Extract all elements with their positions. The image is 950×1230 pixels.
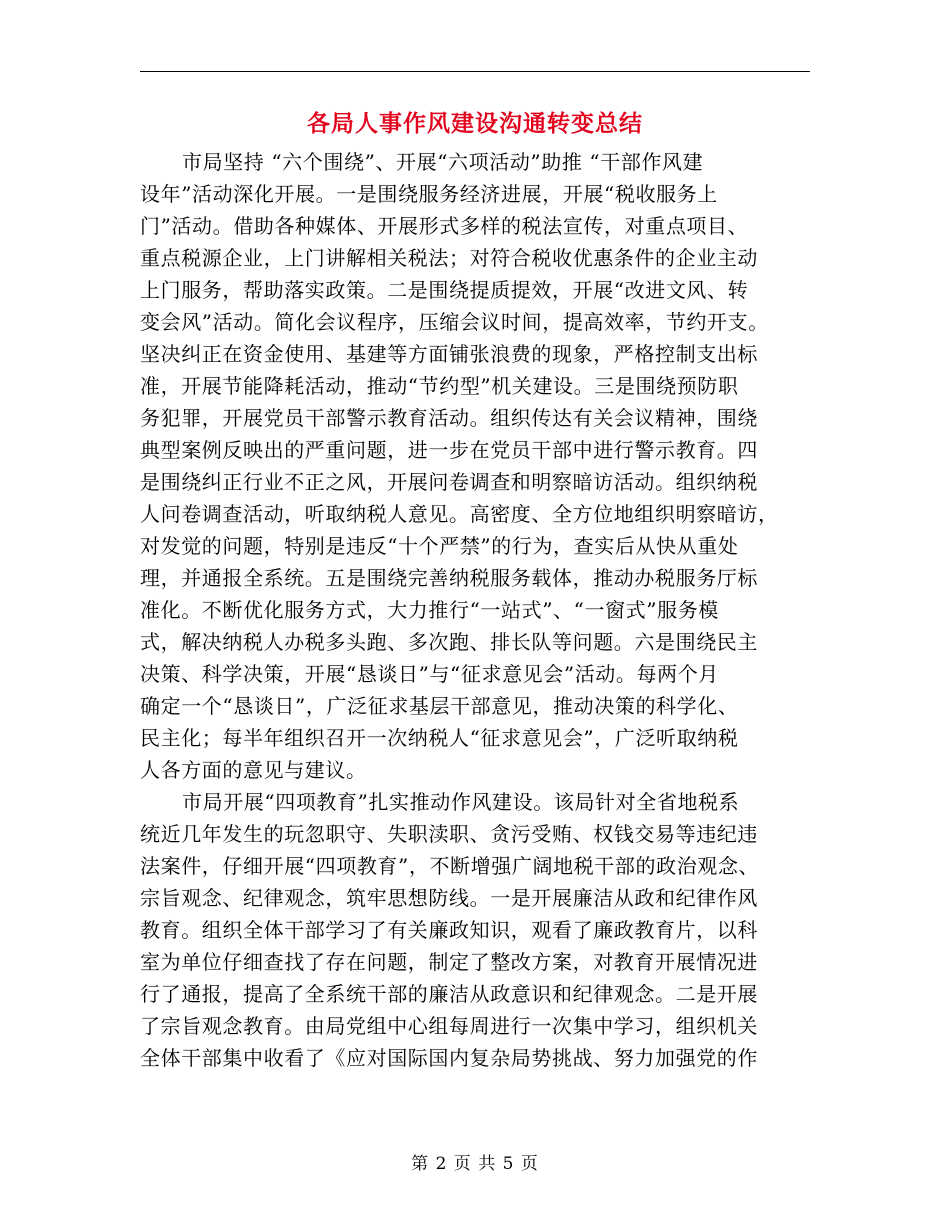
text-line: 准化。不断优化服务方式，大力推行“一站式”、“一窗式”服务模 — [140, 598, 719, 622]
text-line: 对发觉的问题，特别是违反“十个严禁”的行为，查实后从快从重处 — [140, 534, 739, 558]
text-line: 全体干部集中收看了《应对国际国内复杂局势挑战、努力加强党的作 — [140, 1046, 758, 1070]
document-body — [140, 146, 812, 1074]
text-line: 宗旨观念、纪律观念，筑牢思想防线。一是开展廉洁从政和纪律作风 — [140, 886, 758, 910]
text-line: 室为单位仔细查找了存在问题，制定了整改方案，对教育开展情况进 — [140, 950, 758, 974]
text-line: 典型案例反映出的严重问题，进一步在党员干部中进行警示教育。四 — [140, 438, 758, 462]
text-line: 变会风”活动。简化会议程序，压缩会议时间，提高效率，节约开支。 — [140, 310, 769, 334]
header-rule — [140, 71, 810, 72]
text-line: 重点税源企业，上门讲解相关税法；对符合税收优惠条件的企业主动 — [140, 246, 758, 270]
text-line: 统近几年发生的玩忽职守、失职渎职、贪污受贿、权钱交易等违纪违 — [140, 822, 758, 846]
paragraph-1 — [140, 146, 812, 786]
text-line: 决策、科学决策，开展“恳谈日”与“征求意见会”活动。每两个月 — [140, 662, 719, 686]
text-line: 准，开展节能降耗活动，推动“节约型”机关建设。三是围绕预防职 — [140, 374, 739, 398]
text-line: 理，并通报全系统。五是围绕完善纳税服务载体，推动办税服务厅标 — [140, 566, 758, 590]
text-line: 坚决纠正在资金使用、基建等方面铺张浪费的现象，严格控制支出标 — [140, 342, 758, 366]
text-line: 人各方面的意见与建议。 — [140, 758, 367, 782]
text-line: 教育。组织全体干部学习了有关廉政知识，观看了廉政教育片，以科 — [140, 918, 758, 942]
text-line: 是围绕纠正行业不正之风，开展问卷调查和明察暗访活动。组织纳税 — [140, 470, 758, 494]
text-line: 设年”活动深化开展。一是围绕服务经济进展，开展“税收服务上 — [140, 182, 718, 206]
text-line: 市局坚持 “六个围绕”、开展“六项活动”助推 “干部作风建 — [182, 150, 704, 174]
text-line: 民主化；每半年组织召开一次纳税人“征求意见会”，广泛听取纳税 — [140, 726, 739, 750]
text-line: 上门服务，帮助落实政策。二是围绕提质提效，开展“改进文风、转 — [140, 278, 749, 302]
paragraph-2 — [140, 786, 812, 1074]
text-line: 人问卷调查活动，听取纳税人意见。高密度、全方位地组织明察暗访， — [140, 502, 779, 526]
text-line: 务犯罪，开展党员干部警示教育活动。组织传达有关会议精神，围绕 — [140, 406, 758, 430]
text-line: 行了通报，提高了全系统干部的廉洁从政意识和纪律观念。二是开展 — [140, 982, 758, 1006]
text-line: 市局开展“四项教育”扎实推动作风建设。该局针对全省地税系 — [182, 790, 740, 814]
document-title: 各局人事作风建设沟通转变总结 — [307, 111, 643, 137]
text-line: 式，解决纳税人办税多头跑、多次跑、排长队等问题。六是围绕民主 — [140, 630, 758, 654]
text-line: 确定一个“恳谈日”，广泛征求基层干部意见，推动决策的科学化、 — [140, 694, 739, 718]
text-line: 门”活动。借助各种媒体、开展形式多样的税法宣传，对重点项目、 — [140, 214, 749, 238]
text-line: 法案件，仔细开展“四项教育”，不断增强广阔地税干部的政治观念、 — [140, 854, 760, 878]
page-number: 第 2 页 共 5 页 — [411, 1154, 539, 1174]
text-line: 了宗旨观念教育。由局党组中心组每周进行一次集中学习，组织机关 — [140, 1014, 758, 1038]
